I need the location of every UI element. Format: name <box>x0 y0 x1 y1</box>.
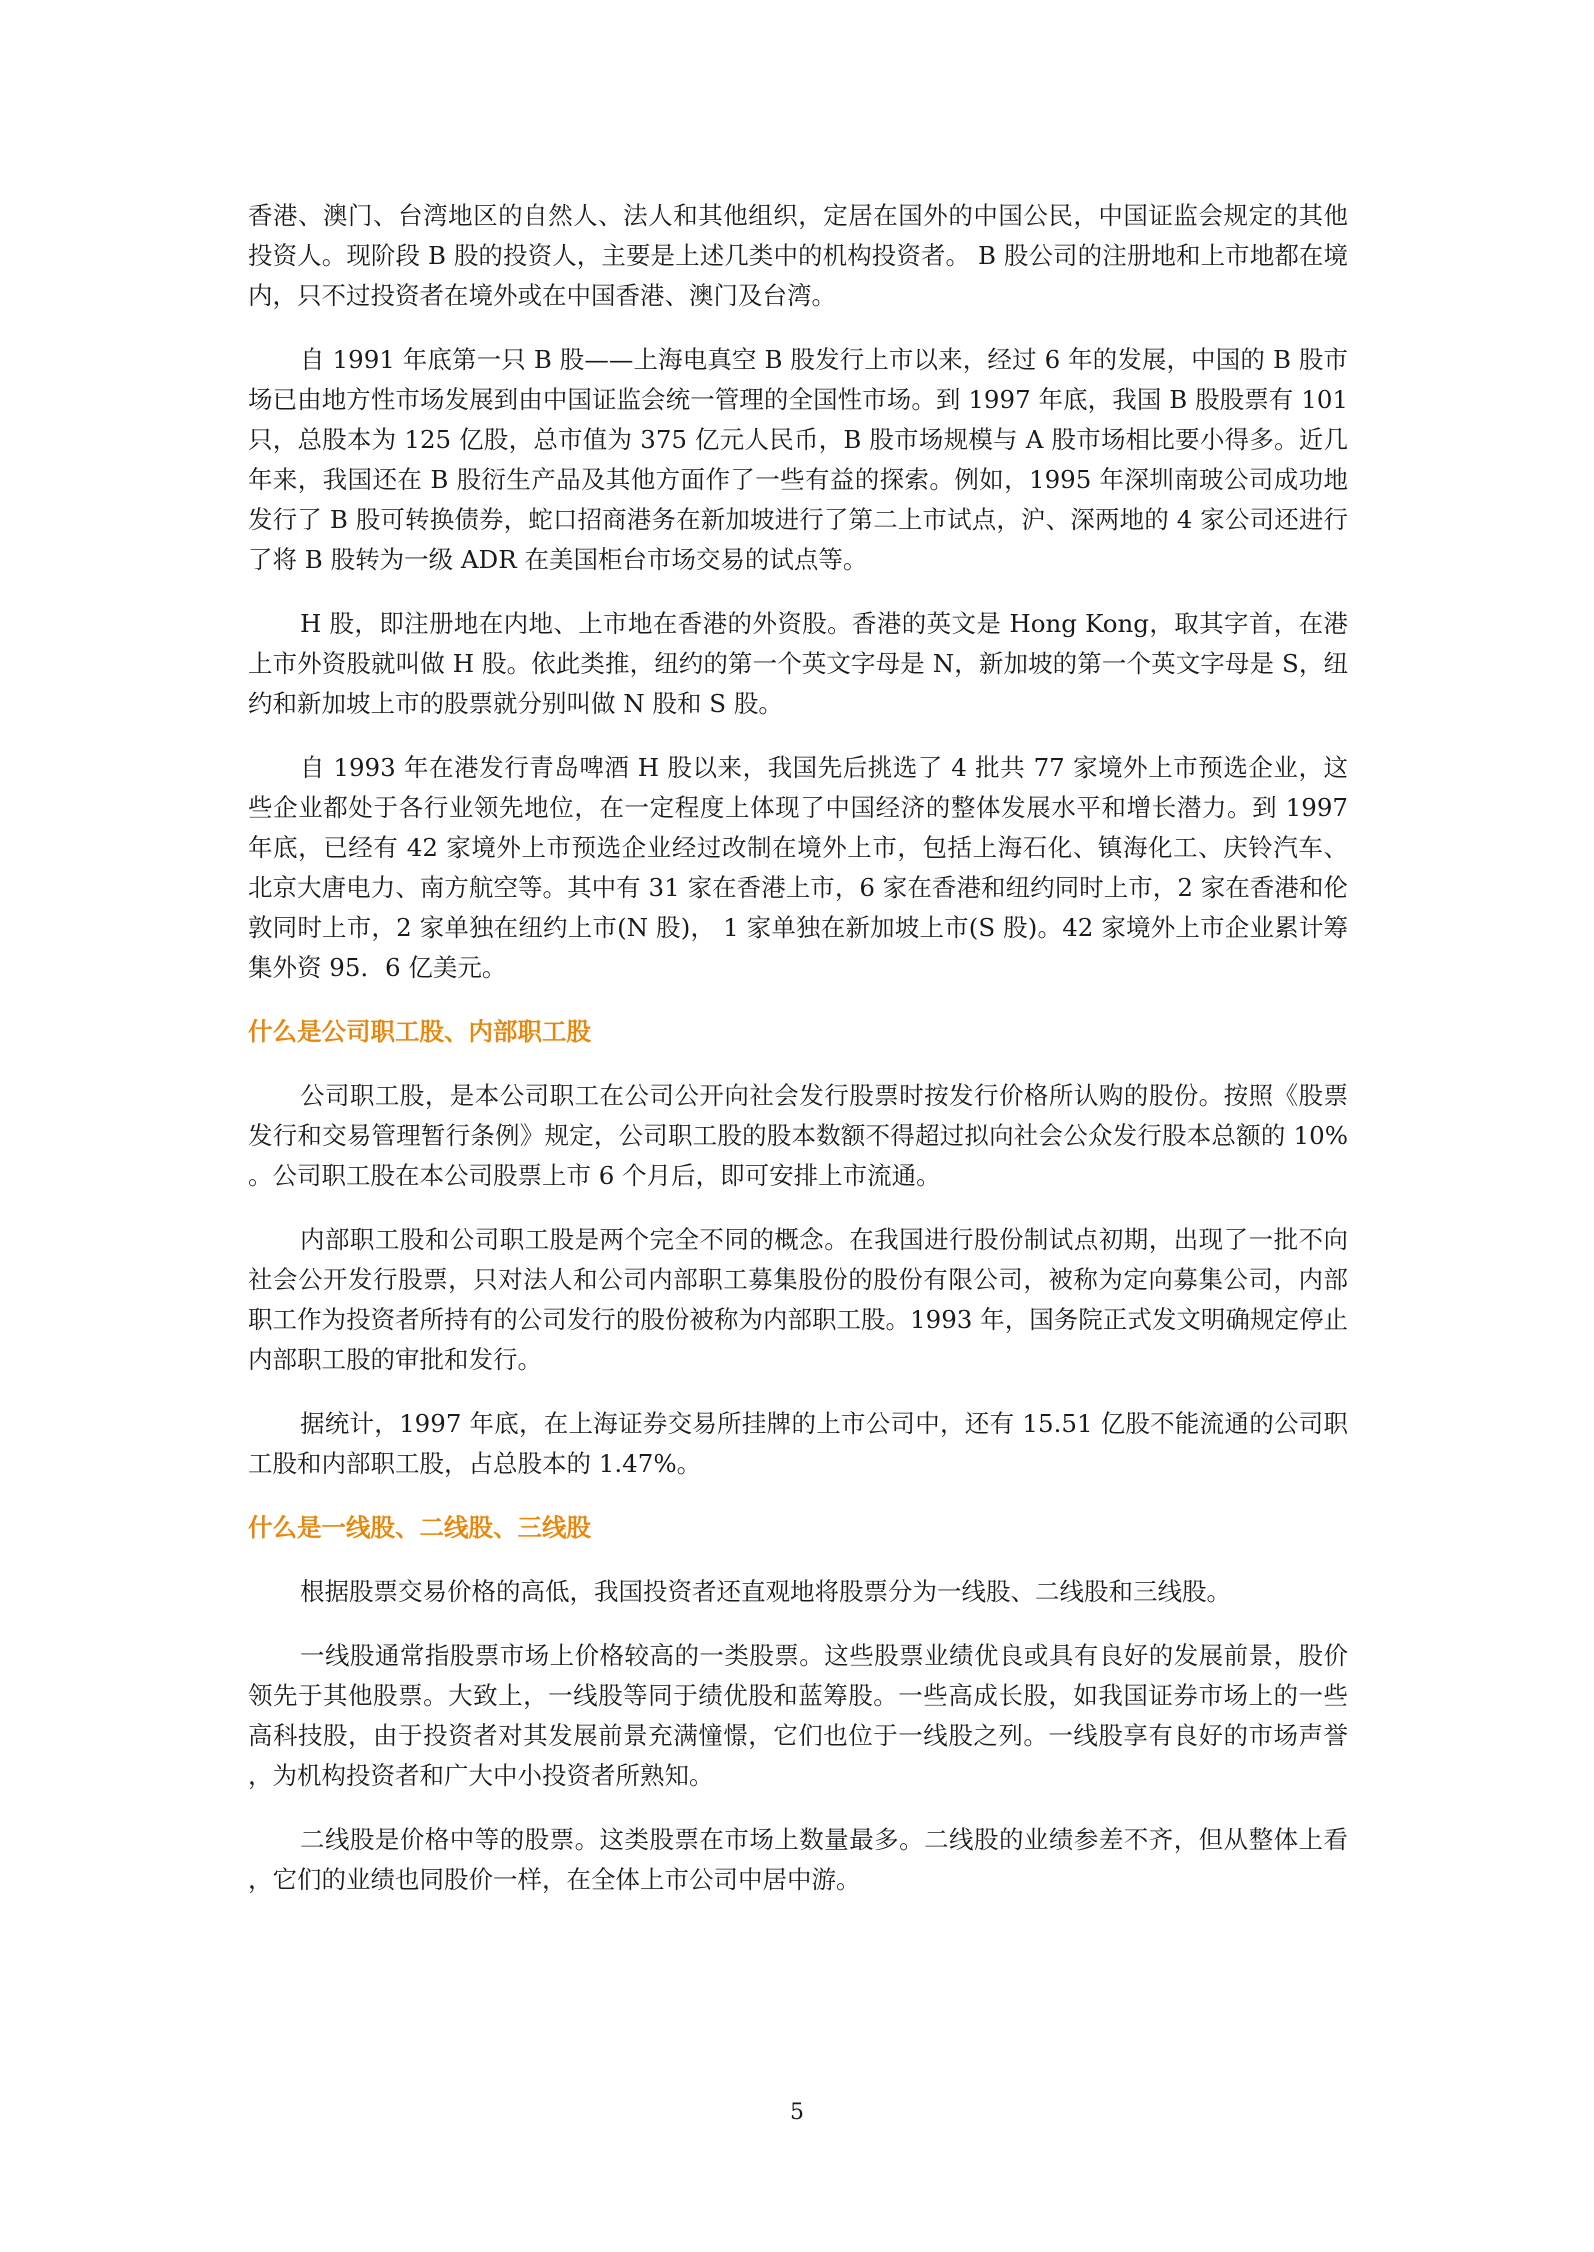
paragraph-gap <box>248 1796 1348 1820</box>
paragraph: 香港、澳门、台湾地区的自然人、法人和其他组织，定居在国外的中国公民，中国证监会规定的其他投资人。现阶段 B 股的投资人，主要是上述几类中的机构投资者。 B 股公司的注册地和上市地都在境内，只不过投资者在境外或在中国香港、澳门及台湾。 <box>248 201 1348 310</box>
paragraph: 公司职工股，是本公司职工在公司公开向社会发行股票时按发行价格所认购的股份。按照《股票发行和交易管理暂行条例》规定，公司职工股的股本数额不得超过拟向社会公众发行股本总额的 10%。公司职工股在本公司股票上市 6 个月后，即可安排上市流通。 <box>248 1081 1348 1190</box>
paragraph: 自 1993 年在港发行青岛啤酒 H 股以来，我国先后挑选了 4 批共 77 家境外上市预选企业，这些企业都处于各行业领先地位，在一定程度上体现了中国经济的整体发展水平和增长潜力。到 1997 年底，已经有 42 家境外上市预选企业经过改制在境外上市，包括上海石化、镇海化工、庆铃汽车、北京大唐电力、南方航空等。其中有 31 家在香港上市，6 家在香港和纽约同时上市，2 家在香港和伦敦同时上市，2 家单独在纽约上市(N 股)， 1 家单独在新加坡上市(S 股)。42 家境外上市企业累计筹集外资 95．6 亿美元。 <box>248 753 1348 982</box>
paragraph-gap <box>248 316 1348 340</box>
section-heading: 什么是一线股、二线股、三线股 <box>248 1513 591 1542</box>
paragraph: 二线股是价格中等的股票。这类股票在市场上数量最多。二线股的业绩参差不齐，但从整体上看，它们的业绩也同股价一样，在全体上市公司中居中游。 <box>248 1825 1348 1894</box>
paragraph: 根据股票交易价格的高低，我国投资者还直观地将股票分为一线股、二线股和三线股。 <box>300 1577 1231 1606</box>
paragraph: 一线股通常指股票市场上价格较高的一类股票。这些股票业绩优良或具有良好的发展前景，股价领先于其他股票。大致上，一线股等同于绩优股和蓝筹股。一些高成长股，如我国证券市场上的一些高科技股，由于投资者对其发展前景充满憧憬，它们也位于一线股之列。一线股享有良好的市场声誉，为机构投资者和广大中小投资者所熟知。 <box>248 1641 1348 1790</box>
paragraph: H 股，即注册地在内地、上市地在香港的外资股。香港的英文是 Hong Kong，取其字首，在港上市外资股就叫做 H 股。依此类推，纽约的第一个英文字母是 N，新加坡的第一个英文字母是 S，纽约和新加坡上市的股票就分别叫做 N 股和 S 股。 <box>248 609 1348 718</box>
page-number: 5 <box>790 2100 804 2125</box>
paragraph-gap <box>248 1612 1348 1636</box>
paragraph: 自 1991 年底第一只 B 股——上海电真空 B 股发行上市以来，经过 6 年的发展，中国的 B 股市场已由地方性市场发展到由中国证监会统一管理的全国性市场。到 1997 年底，我国 B 股股票有 101 只，总股本为 125 亿股，总市值为 375 亿元人民币，B 股市场规模与 A 股市场相比要小得多。近几年来，我国还在 B 股衍生产品及其他方面作了一些有益的探索。例如，1995 年深圳南玻公司成功地发行了 B 股可转换债券，蛇口招商港务在新加坡进行了第二上市试点，沪、深两地的 4 家公司还进行了将 B 股转为一级 ADR 在美国柜台市场交易的试点等。 <box>248 345 1348 574</box>
paragraph: 据统计，1997 年底，在上海证券交易所挂牌的上市公司中，还有 15.51 亿股不能流通的公司职工股和内部职工股，占总股本的 1.47%。 <box>248 1409 1348 1478</box>
paragraph-gap <box>248 1196 1348 1220</box>
page-body <box>248 196 1348 1900</box>
paragraph: 内部职工股和公司职工股是两个完全不同的概念。在我国进行股份制试点初期，出现了一批不向社会公开发行股票，只对法人和公司内部职工募集股份的股份有限公司，被称为定向募集公司，内部职工作为投资者所持有的公司发行的股份被称为内部职工股。1993 年，国务院正式发文明确规定停止内部职工股的审批和发行。 <box>248 1225 1348 1374</box>
paragraph-gap <box>248 1380 1348 1404</box>
section-heading: 什么是公司职工股、内部职工股 <box>248 1017 591 1046</box>
paragraph-gap <box>248 1484 1348 1508</box>
paragraph-gap <box>248 988 1348 1012</box>
paragraph-gap <box>248 1548 1348 1572</box>
paragraph-gap <box>248 724 1348 748</box>
paragraph-gap <box>248 580 1348 604</box>
paragraph-gap <box>248 1052 1348 1076</box>
